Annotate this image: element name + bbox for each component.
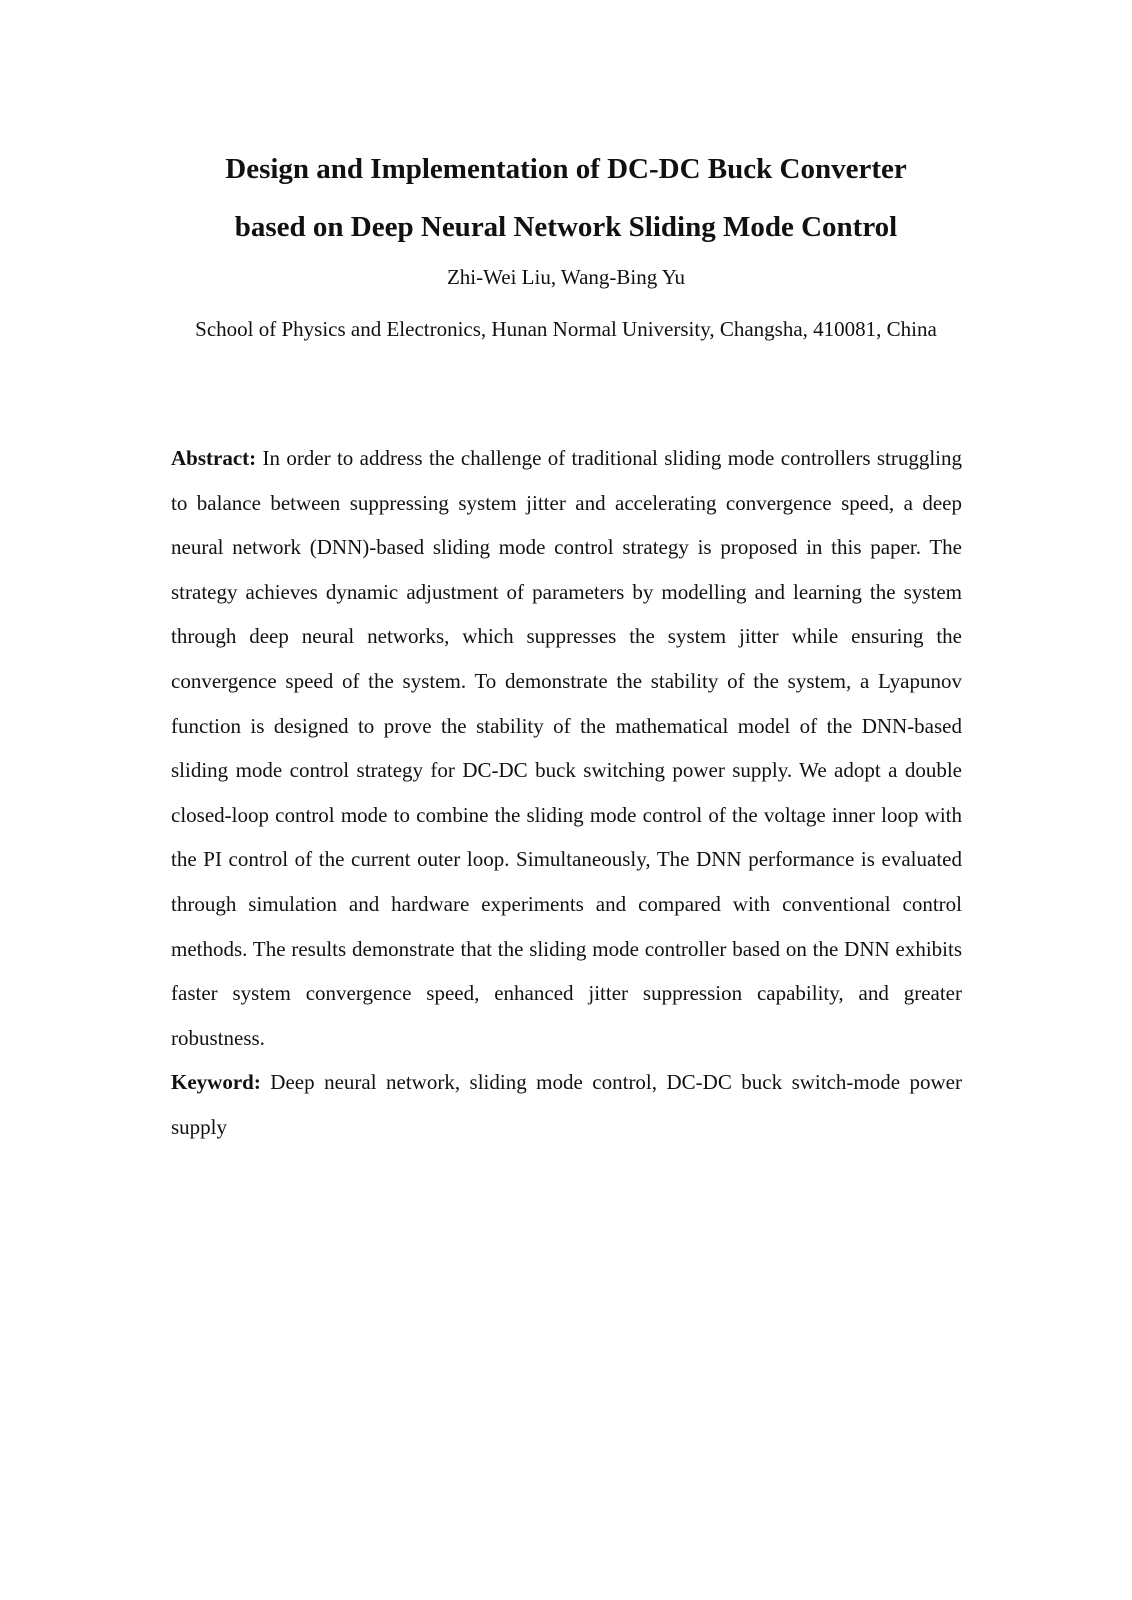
- paper-title: [150, 140, 982, 256]
- keywords-paragraph: [171, 1060, 962, 1149]
- affiliation: School of Physics and Electronics, Hunan Normal University, Changsha, 410081, China: [195, 317, 937, 341]
- abstract-text: In order to address the challenge of traditional sliding mode controllers struggling to balance between suppressing system jitter and accelerating convergence speed, a deep neural network (DNN)-based sliding mode control strategy is proposed in this paper. The strategy achieves dynamic adjustment of parameters by modelling and learning the system through deep neural networks, which suppresses the system jitter while ensuring the convergence speed of the system. To demonstrate the stability of the system, a Lyapunov function is designed to prove the stability of the mathematical model of the DNN-based sliding mode control strategy for DC-DC buck switching power supply. We adopt a double closed-loop control mode to combine the sliding mode control of the voltage inner loop with the PI control of the current outer loop. Simultaneously, The DNN performance is evaluated through simulation and hardware experiments and compared with conventional control methods. The results demonstrate that the sliding mode controller based on the DNN exhibits faster system convergence speed, enhanced jitter suppression capability, and greater robustness.: [171, 446, 963, 1050]
- keyword-label: Keyword:: [171, 1070, 261, 1094]
- paper-title-line-1: Design and Implementation of DC-DC Buck Converter: [225, 153, 907, 185]
- abstract-label: Abstract:: [171, 446, 257, 470]
- keyword-text: Deep neural network, sliding mode control, DC-DC buck switch-mode power supply: [171, 1070, 962, 1139]
- abstract-paragraph: [171, 436, 962, 1060]
- paper-title-line-2: based on Deep Neural Network Sliding Mode Control: [234, 211, 898, 243]
- author-list: Zhi-Wei Liu, Wang-Bing Yu: [446, 265, 686, 289]
